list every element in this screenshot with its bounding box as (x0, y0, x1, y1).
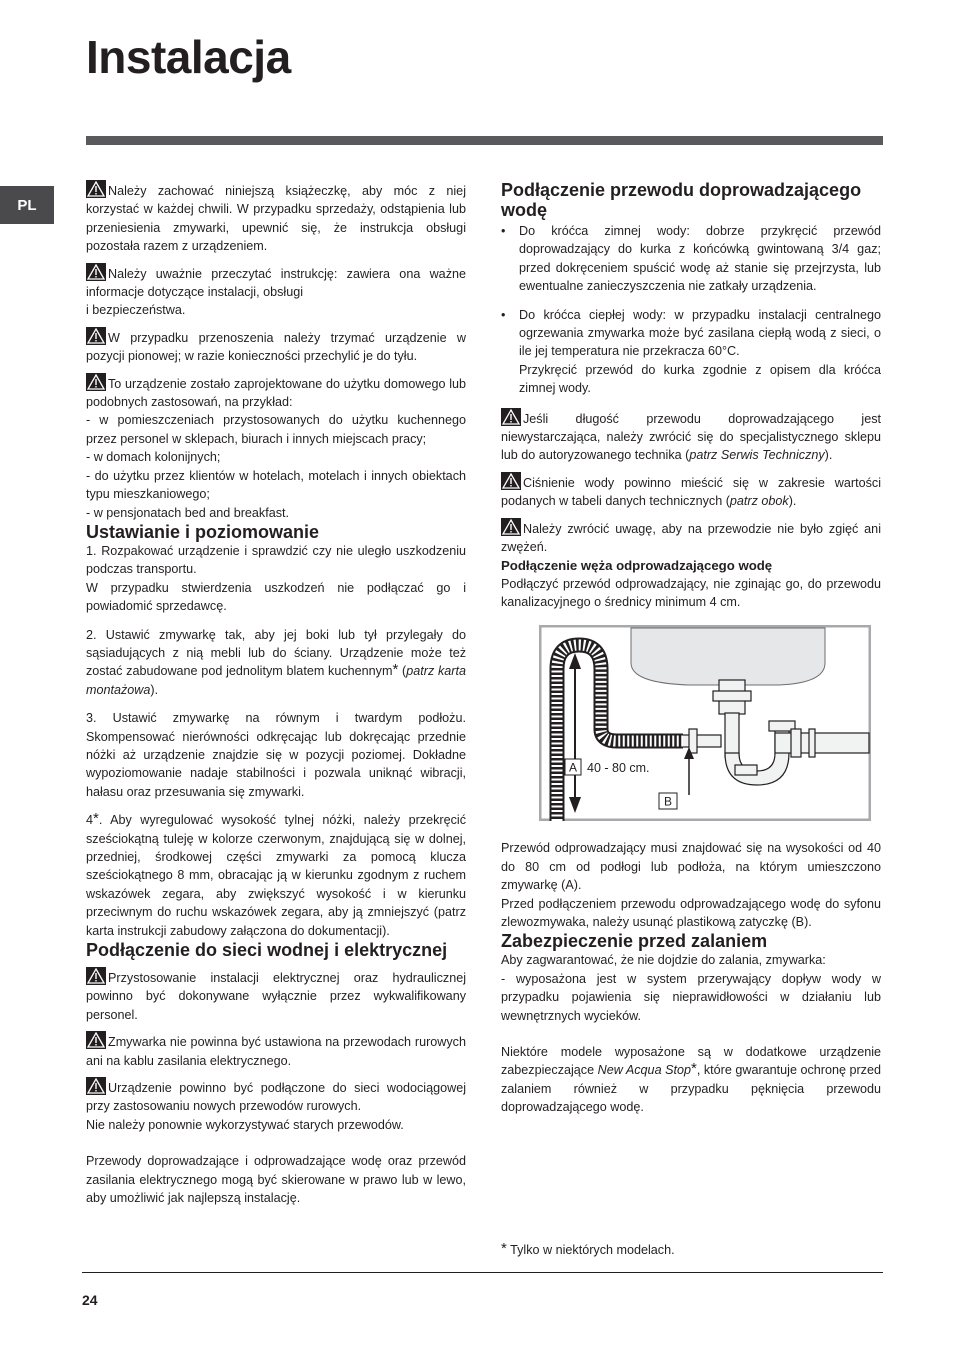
warning-paragraph (501, 472, 881, 511)
list-item (501, 222, 881, 296)
figure-height-range: 40 - 80 cm. (587, 761, 650, 776)
warning-paragraph (86, 327, 466, 366)
leveling-step-1: 1. Rozpakować urządzenie i sprawdzić czy nie uległo uszkodzeniu podczas transportu. (86, 543, 466, 577)
warning-paragraph (86, 1077, 466, 1116)
drain-hose-figure (539, 625, 871, 821)
footnote-star: * (392, 661, 399, 679)
drain-paragraph: Podłączyć przewód odprowadzający, nie zginając go, do przewodu kanalizacyjnego o średnicy minimum 4 cm. (501, 576, 881, 609)
drain-hose-illustration (539, 625, 871, 821)
warning-text: Przystosowanie instalacji elektrycznej oraz hydraulicznej powinno być dokonywane wyłącznie przez wykwalifikowany personel. (86, 971, 466, 1022)
connection-paragraph: Przewody doprowadzające i odprowadzające wodę oraz przewód zasilania elektrycznego mogą być skierowane w prawo lub w lewo, aby umożliwić jak najlepszą instalację. (86, 1154, 466, 1206)
section-heading-supply: Podłączenie przewodu doprowadzającego wodę (501, 180, 862, 220)
warning-text: Ciśnienie wody powinno mieścić się w zakresie wartości podanych w tabeli danych technicznych ( (501, 475, 881, 509)
reference-link: patrz karta montażowa (86, 664, 467, 697)
warning-icon (86, 967, 106, 985)
usage-item: - do użytku przez klientów w hotelach, motelach i innych obiektach typu mieszkaniowego; (86, 468, 466, 502)
figure-label-b: B (663, 794, 673, 809)
section-heading-leveling: Ustawianie i poziomowanie (86, 521, 320, 542)
paren-close: ). (824, 448, 833, 463)
footnote (501, 1241, 675, 1259)
warning-icon (501, 518, 521, 536)
warning-icon (86, 1031, 106, 1049)
footer-rule (82, 1272, 883, 1273)
warning-icon (501, 472, 521, 490)
connection-note: Nie należy ponownie wykorzystywać starych przewodów. (86, 1117, 404, 1132)
supply-bullet-2-text: Do króćca ciepłej wody: w przypadku instalacji centralnego ogrzewania zmywarka może być zasilana ciepłą wodą z sieci, o ile jej temperatura nie przekracza 60°C. (519, 307, 881, 359)
warning-icon (86, 327, 106, 345)
section-heading-drain: Podłączenie węża odprowadzającego wodę (501, 557, 773, 573)
flood-intro: Aby zagwarantować, że nie dojdzie do zalania, zmywarka: (501, 953, 826, 968)
paren-close: ). (150, 682, 159, 697)
language-tab: PL (0, 186, 54, 224)
warning-text: Zmywarka nie powinna być ustawiona na przewodach rurowych ani na kablu zasilania elektrycznego. (86, 1035, 466, 1068)
flood-paragraph-start: Niektóre modele wyposażone są w dodatkowe urządzenie zabezpieczające (501, 1044, 881, 1078)
warning-text: Należy zwrócić uwagę, aby na przewodzie nie było zgięć ani zwężeń. (501, 521, 881, 555)
warning-paragraph (86, 263, 466, 320)
leveling-step-2 (86, 626, 466, 700)
drain-height-paragraph: Przewód odprowadzający musi znajdować się na wysokości od 40 do 80 cm od podłogi lub podłoża, na którym umieszczono zmywarkę (A). (501, 841, 881, 893)
leveling-step-2-text: 2. Ustawić zmywarkę tak, aby jej boki lub tył przylegały do sąsiadujących z nią mebli lub do ściany. Urządzenie może też zostać zabudowane pod jednolitym blatem kuchennym (86, 627, 466, 679)
warning-icon (86, 263, 106, 281)
warning-paragraph (86, 967, 466, 1024)
bullet-dot: • (501, 224, 506, 238)
supply-bullet-1: Do króćca zimnej wody: dobrze przykręcić przewód doprowadzający do kurka z końcówką gwintowaną 3/4 gaz; przed dokręceniem spuścić wodę aż stanie się przejrzysta, lub ewentualne zanieczyszczenia nie zatkały urządzenia. (519, 224, 881, 294)
warning-text: Należy uważnie przeczytać instrukcję: zawiera ona ważne informacje dotyczące instalacji, obsługi (86, 266, 466, 300)
footnote-text: Tylko w niektórych modelach. (506, 1243, 675, 1257)
warning-text: W przypadku przenoszenia należy trzymać urządzenie w pozycji pionowej; w razie konieczności przechylić je do tyłu. (86, 330, 466, 364)
footnote-star: * (501, 1240, 507, 1257)
warning-text: To urządzenie zostało zaprojektowane do użytku domowego lub podobnych zastosowań, na przykład: (86, 376, 466, 410)
figure-label-a: A (568, 760, 578, 775)
leveling-step-3: 3. Ustawić zmywarkę na równym i twardym podłożu. Skompensować nierówności odkręcając lub dokręcając przednie nóżki aż urządzenie znajdzie się w pozycji poziomej. Dokładne wypoziomowanie nadaje stabilności i pozwala uniknąć wibracji, hałasu oraz przesuwania się zmywarki. (86, 711, 466, 799)
page-title: Instalacja (86, 31, 291, 83)
right-column (501, 180, 881, 1117)
warning-icon (86, 373, 106, 391)
warning-paragraph (86, 1031, 466, 1070)
list-item (501, 306, 881, 398)
left-column (86, 180, 466, 1208)
warning-paragraph (501, 408, 881, 465)
section-heading-connection: Podłączenie do sieci wodnej i elektrycznej (86, 940, 448, 961)
warning-paragraph (501, 518, 881, 557)
warning-text: Urządzenie powinno być podłączone do sieci wodociągowej przy zastosowaniu nowych przewodów rurowych. (86, 1081, 466, 1114)
warning-paragraph (86, 373, 466, 412)
bullet-dot: • (501, 307, 506, 322)
page-number: 24 (82, 1292, 98, 1308)
warning-text: Jeśli długość przewodu doprowadzającego jest niewystarczająca, należy zwrócić się do specjalistycznego sklepu lub do autoryzowanego technika ( (501, 411, 881, 463)
step-number: 4 (86, 813, 94, 828)
paren-open: ( (398, 664, 407, 679)
warning-icon (86, 1077, 106, 1095)
warning-paragraph (86, 180, 466, 256)
flood-paragraph-end: , które gwarantuje ochronę przed zalaniem również w przypadku pęknięcia przewodu doprowadzającego wodę. (501, 1063, 881, 1115)
footnote-star: * (93, 810, 99, 828)
reference-link: patrz obok (729, 494, 789, 509)
supply-bullet-2 (519, 306, 881, 398)
supply-bullet-2-cont: Przykręcić przewód do kurka zgodnie z opisem dla króćca zimnej wody. (519, 362, 881, 396)
paren-close: ). (788, 494, 797, 509)
reference-link: patrz Serwis Techniczny (689, 448, 825, 463)
footnote-star: * (690, 1060, 697, 1078)
leveling-step-4-text: . Aby wyregulować wysokość tylnej nóżki, należy przekręcić sześciokątną tuleję w kolorze czerwonym, znajdującą się w dolnej, przedniej, środkowej części zmywarki za pomocą klucza sześciokątnego 8 mm, obracając ją w kierunku zgodnym z ruchem wskazówek zegara, aby zwiększyć wysokość i w kierunku przeciwnym do ruchu wskazówek zegara, aby ją zmniejszyć (patrz karta instrukcji zabudowy załączona do dokumentacji). (86, 813, 466, 938)
section-heading-flood: Zabezpieczenie przed zalaniem (501, 931, 768, 952)
flood-paragraph (501, 1043, 881, 1117)
warning-icon (86, 180, 106, 198)
leveling-step-4 (86, 811, 466, 940)
usage-item: - w domach kolonijnych; (86, 450, 221, 465)
usage-item: - w pensjonatach bed and breakfast. (86, 505, 290, 520)
warning-text-cont: i bezpieczeństwa. (86, 303, 186, 318)
usage-item: - w pomieszczeniach przystosowanych do użytku kuchennego przez personel w sklepach, biurach i innych miejscach pracy; (86, 413, 466, 446)
product-name: New Acqua Stop (597, 1063, 691, 1078)
warning-text: Należy zachować niniejszą książeczkę, aby móc z niej korzystać w każdej chwili. W przypadku sprzedaży, odstąpienia lub przeniesienia zmywarki, upewnić się, że instrukcja obsługi pozostała razem z urządzeniem. (86, 184, 466, 254)
leveling-step-1-note: W przypadku stwierdzenia uszkodzeń nie podłączać go i powiadomić sprzedawcę. (86, 580, 466, 614)
title-rule (86, 136, 883, 145)
drain-plug-paragraph: Przed podłączeniem przewodu odprowadzającego wodę do syfonu zlewozmywaka, należy usunąć plastikową zatyczkę (B). (501, 896, 881, 929)
warning-icon (501, 408, 521, 426)
flood-item: - wyposażona jest w system przerywający dopływ wody w przypadku pojawienia się nieprawidłowości w działaniu lub wewnętrznych wycieków. (501, 971, 881, 1023)
